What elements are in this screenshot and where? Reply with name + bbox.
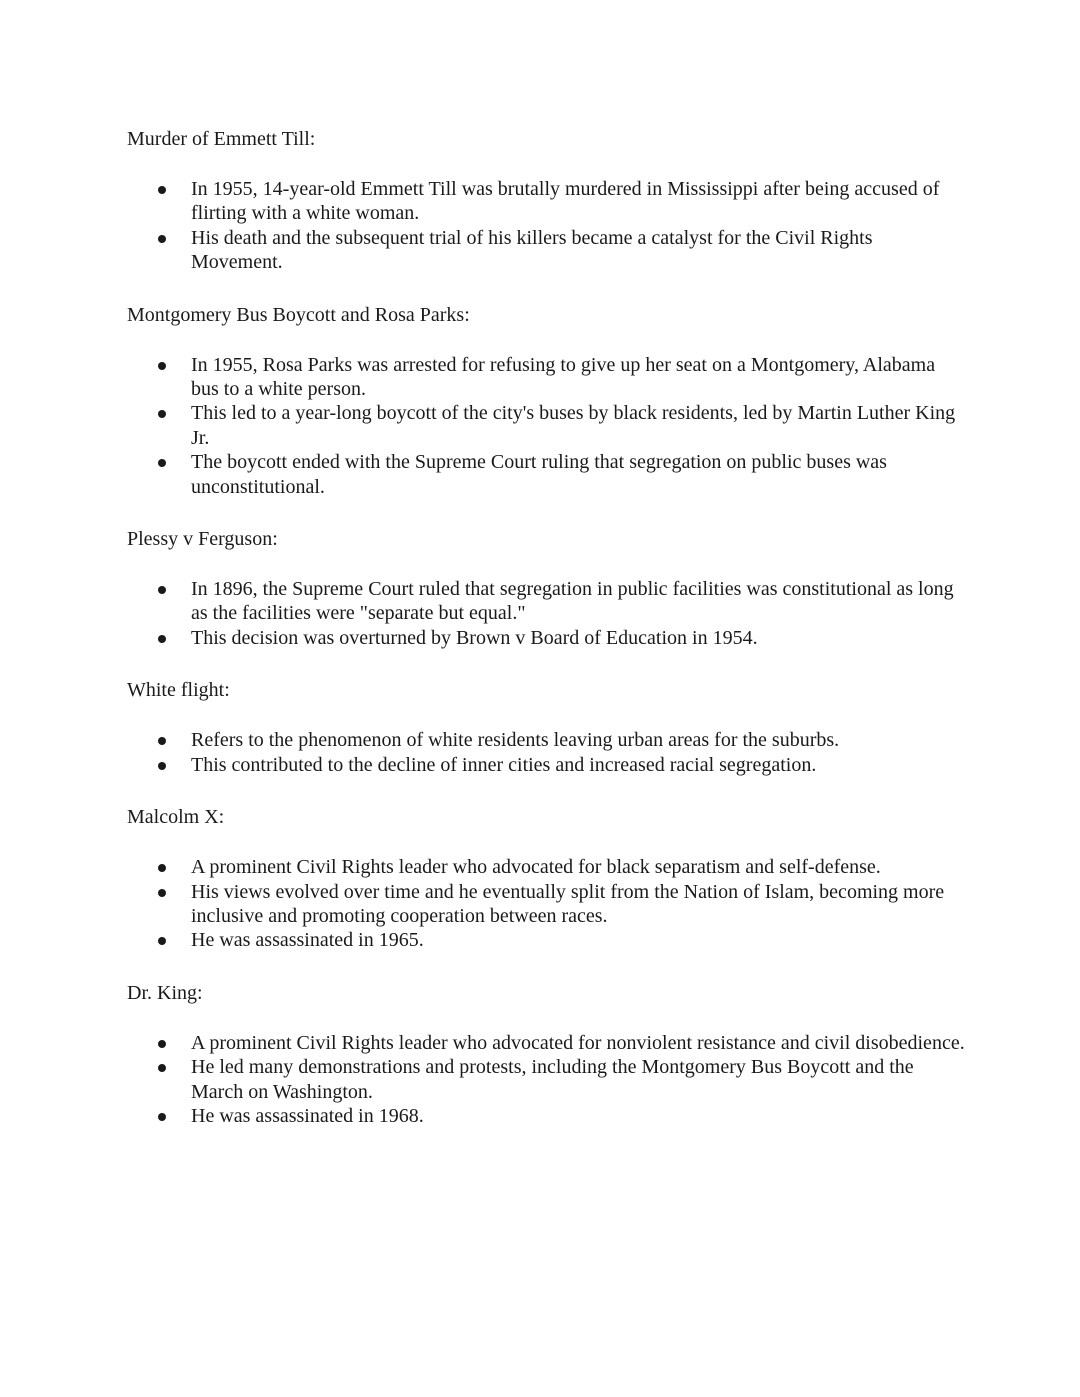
bullet-icon	[158, 762, 166, 770]
bullet-icon	[158, 1040, 166, 1048]
bullet-text: The boycott ended with the Supreme Court ruling that segregation on public buses was unconstitutional.	[191, 451, 887, 498]
bullet-item	[127, 577, 967, 626]
bullet-text: In 1955, Rosa Parks was arrested for refusing to give up her seat on a Montgomery, Alabama bus to a white person.	[191, 353, 936, 401]
bullet-icon	[158, 1064, 166, 1072]
bullet-item	[127, 401, 967, 450]
bullet-item	[127, 880, 967, 929]
bullet-item	[127, 753, 967, 777]
bullet-icon	[158, 459, 166, 467]
section-heading: Montgomery Bus Boycott and Rosa Parks:	[127, 303, 470, 326]
bullet-item	[127, 1104, 967, 1128]
bullet-text: His death and the subsequent trial of his killers became a catalyst for the Civil Rights Movement.	[191, 226, 873, 274]
bullet-icon	[158, 737, 166, 745]
section-heading: White flight:	[127, 679, 230, 702]
bullet-text: In 1955, 14-year-old Emmett Till was brutally murdered in Mississippi after being accused of flirting with a white woman.	[191, 178, 940, 225]
bullet-item	[127, 728, 967, 752]
bullet-list	[127, 353, 967, 499]
bullet-text: A prominent Civil Rights leader who advocated for nonviolent resistance and civil disobedience.	[191, 1031, 965, 1054]
bullet-icon	[158, 586, 166, 594]
section-white-flight	[127, 677, 967, 777]
bullet-text: In 1896, the Supreme Court ruled that segregation in public facilities was constitutional as long as the facilities were "separate but equal."	[191, 578, 954, 625]
bullet-icon	[158, 937, 166, 945]
bullet-icon	[158, 362, 166, 370]
bullet-item	[127, 855, 967, 879]
bullet-icon	[158, 889, 166, 897]
bullet-text: He led many demonstrations and protests, including the Montgomery Bus Boycott and the March on Washington.	[191, 1056, 914, 1103]
bullet-icon	[158, 635, 166, 643]
bullet-list	[127, 728, 967, 777]
section-malcolm-x	[127, 804, 967, 953]
bullet-item	[127, 450, 967, 499]
bullet-list	[127, 177, 967, 275]
section-heading: Murder of Emmett Till:	[127, 128, 316, 150]
bullet-text: Refers to the phenomenon of white residents leaving urban areas for the suburbs.	[191, 729, 840, 752]
bullet-icon	[158, 864, 166, 872]
bullet-item	[127, 353, 967, 402]
bullet-item	[127, 177, 967, 226]
bullet-list	[127, 577, 967, 650]
document-content	[127, 126, 967, 1155]
bullet-text: This contributed to the decline of inner cities and increased racial segregation.	[191, 753, 817, 776]
bullet-text: He was assassinated in 1968.	[191, 1104, 424, 1127]
section-plessy-v-ferguson	[127, 526, 967, 650]
bullet-text: His views evolved over time and he eventually split from the Nation of Islam, becoming more inclusive and promoting cooperation between races.	[191, 880, 945, 927]
bullet-list	[127, 855, 967, 953]
bullet-item	[127, 226, 967, 275]
section-heading: Malcolm X:	[127, 806, 225, 829]
bullet-item	[127, 1055, 967, 1104]
bullet-text: This led to a year-long boycott of the city's buses by black residents, led by Martin Luther King Jr.	[191, 402, 956, 449]
section-montgomery-bus-boycott	[127, 302, 967, 499]
bullet-item	[127, 626, 967, 650]
bullet-icon	[158, 410, 166, 418]
bullet-item	[127, 928, 967, 952]
bullet-list	[127, 1031, 967, 1129]
section-emmett-till	[127, 126, 967, 275]
bullet-text: He was assassinated in 1965.	[191, 929, 424, 952]
bullet-icon	[158, 1113, 166, 1121]
section-heading: Plessy v Ferguson:	[127, 528, 278, 551]
bullet-item	[127, 1031, 967, 1055]
section-heading: Dr. King:	[127, 981, 203, 1004]
bullet-text: A prominent Civil Rights leader who advocated for black separatism and self-defense.	[191, 856, 881, 879]
bullet-icon	[158, 186, 166, 194]
bullet-text: This decision was overturned by Brown v Board of Education in 1954.	[191, 626, 758, 649]
bullet-icon	[158, 235, 166, 243]
section-dr-king	[127, 980, 967, 1129]
